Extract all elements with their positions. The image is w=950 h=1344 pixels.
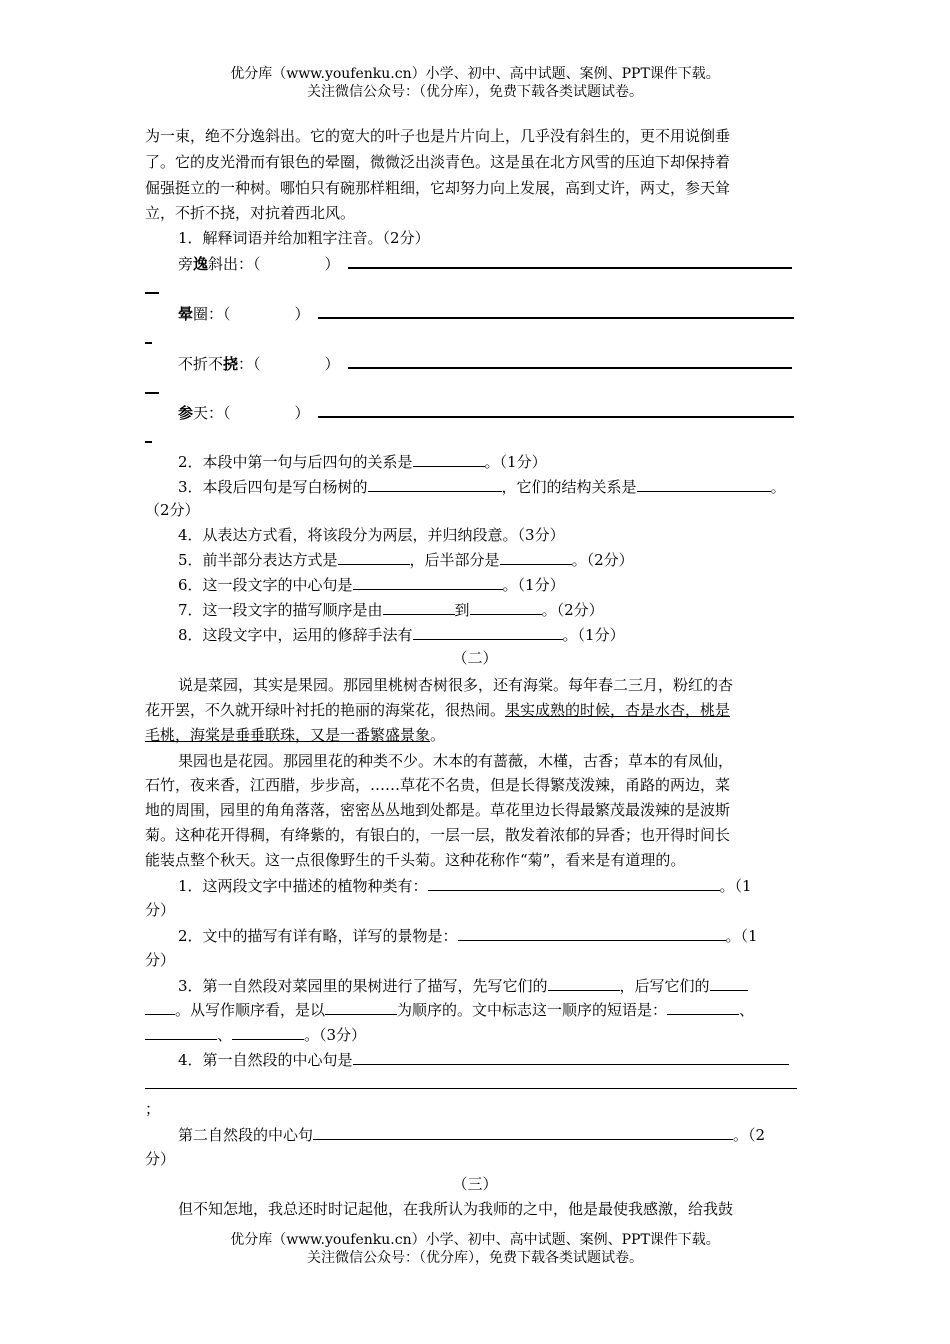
s2-q1-blank[interactable] — [428, 875, 720, 891]
s2-p1-line-2 — [145, 700, 810, 720]
header-line-1: 优分库（www.youfenku.cn）小学、初中、高中试题、案例、PPT课件下载。 — [230, 66, 720, 82]
q1-word-1-bold: 逸 — [193, 255, 209, 273]
s2-p1-line-2-text: 花开罢，不久就开绿叶衬托的艳丽的海棠花，很热闹。 — [145, 701, 506, 719]
s3-p1-line-1: 但不知怎地，我总还时时记起他，在我所认为我师的之中，他是最使我感激，给我鼓 — [178, 1200, 734, 1218]
q7-blank-2[interactable] — [470, 599, 542, 615]
q1-word-3-bold: 挠 — [223, 355, 239, 373]
s2-p1-line-1: 说是菜园，其实是果园。那园里桃树杏树很多，还有海棠。每年春二三月，粉红的杏 — [178, 676, 734, 694]
q3-end: 。 — [770, 478, 786, 496]
q6-blank[interactable] — [353, 574, 503, 590]
s2-q2-score-end: 分） — [145, 951, 176, 969]
s2-q2-text: 2．文中的描写有详有略，详写的景物是： — [178, 927, 458, 945]
s2-p2-line-3: 地的周围，园里的角角落落，密密丛丛地到处都是。草花里边长得最繁茂最泼辣的是波斯 — [145, 801, 731, 819]
q1-word-1-post: 斜出：（ — [208, 255, 261, 273]
s2-p2-line-1: 果园也是花园。那园里花的种类不少。木本的有蔷薇，木槿，古香；草本的有凤仙， — [178, 752, 734, 770]
s2-q2 — [178, 925, 810, 946]
paren-close: ） — [324, 255, 340, 273]
q1-word-4 — [178, 401, 810, 423]
s2-q3 — [178, 975, 810, 996]
q5-blank-2[interactable] — [500, 549, 572, 565]
s2-q3-text-3: 。从写作顺序看，是以 — [175, 1001, 326, 1019]
q7-text: 7．这一段文字的描写顺序是由 — [178, 601, 383, 619]
s2-q4-answer-line[interactable] — [145, 1088, 797, 1089]
s2-q3-text-4: 为顺序的。文中标志这一顺序的短语是： — [397, 1001, 668, 1019]
q8-score: 。（1分） — [562, 626, 625, 644]
q3-blank-1[interactable] — [368, 476, 502, 492]
q1-word-1-pre: 旁 — [178, 255, 194, 273]
q1-word-2-bold: 晕 — [178, 305, 194, 323]
q7-blank-1[interactable] — [383, 599, 455, 615]
q1-word-3-pre: 不折不 — [178, 355, 224, 373]
s2-q3-line-2 — [145, 999, 810, 1020]
q7 — [178, 599, 810, 620]
q2-blank[interactable] — [413, 451, 485, 467]
footer-line-2: 关注微信公众号：（优分库），免费下载各类试题试卷。 — [307, 1250, 643, 1266]
s2-q3-text: 3．第一自然段对菜园里的果树进行了描写，先写它们的 — [178, 977, 548, 995]
q2 — [178, 451, 810, 472]
q1-word-3 — [178, 352, 810, 374]
s2-q4-text-2: 第二自然段的中心句 — [178, 1126, 314, 1144]
s2-q4-blank-2[interactable] — [313, 1124, 733, 1140]
q6 — [178, 574, 810, 595]
passage1-line-4: 立，不折不挠，对抗着西北风。 — [145, 204, 356, 222]
s2-q3-blank-5[interactable] — [145, 1024, 217, 1040]
q5-blank-1[interactable] — [338, 549, 410, 565]
s2-q3-blank-4[interactable] — [667, 999, 739, 1015]
q7-score: 。（2分） — [541, 601, 604, 619]
s2-q3-sep: 、 — [739, 1001, 755, 1019]
q3-blank-2[interactable] — [637, 476, 771, 492]
s2-q1-score: 。（1 — [719, 877, 752, 895]
paren-close: ） — [324, 355, 340, 373]
s2-q3-text-2: ，后写它们的 — [619, 977, 710, 995]
s2-q2-score: 。（1 — [725, 927, 758, 945]
q1-word-2-post: 圈：（ — [193, 305, 231, 323]
line-wrap-dash — [145, 392, 159, 394]
s2-q4-semicolon: ； — [145, 1100, 161, 1118]
q1-answer-line-1[interactable] — [348, 252, 792, 269]
q1-word-2 — [178, 302, 810, 324]
q3-score: （2分） — [145, 501, 200, 519]
s2-q3-score: 。（3分） — [304, 1026, 367, 1044]
line-wrap-dash — [145, 342, 152, 344]
s2-q4-blank-1[interactable] — [353, 1049, 789, 1065]
q6-score: 。（1分） — [502, 576, 565, 594]
footer-line-1: 优分库（www.youfenku.cn）小学、初中、高中试题、案例、PPT课件下载。 — [230, 1232, 720, 1248]
s2-q3-blank-3[interactable] — [325, 999, 397, 1015]
q5-score: 。（2分） — [571, 551, 634, 569]
s2-q1 — [178, 875, 810, 896]
s2-q1-score-end: 分） — [145, 901, 176, 919]
s2-p2-line-2: 石竹，夜来香，江西腊，步步高，……草花不名贵，但是长得繁茂泼辣，甬路的两边，菜 — [145, 776, 731, 794]
header-line-2: 关注微信公众号：（优分库），免费下载各类试题试卷。 — [307, 84, 643, 100]
q1-answer-line-4[interactable] — [318, 401, 794, 418]
q6-text: 6．这一段文字的中心句是 — [178, 576, 353, 594]
q1-word-4-bold: 参 — [178, 404, 194, 422]
q1-stem: 1．解释词语并给加粗字注音。（2分） — [178, 229, 430, 247]
q3 — [178, 476, 810, 497]
q2-score: 。（1分） — [484, 453, 547, 471]
section-2-title: （二） — [452, 649, 498, 667]
q4: 4．从表达方式看，将该段分为两层，并归纳段意。（3分） — [178, 526, 565, 544]
s2-q3-line-3 — [145, 1024, 810, 1045]
s2-q3-blank-2b[interactable] — [145, 999, 175, 1015]
q7-text-2: 到 — [454, 601, 470, 619]
s2-q3-sep-2: 、 — [217, 1026, 233, 1044]
q3-text-2: ，它们的结构关系是 — [501, 478, 637, 496]
s2-p1-line-3 — [145, 725, 810, 745]
s2-p1-underlined-1: 果实成熟的时候，杏是水杏，桃是 — [505, 701, 731, 719]
s2-q1-text: 1．这两段文字中描述的植物种类有： — [178, 877, 428, 895]
q1-answer-line-3[interactable] — [348, 352, 792, 369]
s2-q2-blank[interactable] — [458, 925, 726, 941]
q5-text-2: ，后半部分是 — [409, 551, 500, 569]
s2-q4-part-2 — [178, 1124, 810, 1145]
paren-close: ） — [294, 305, 310, 323]
s2-p2-line-4: 菊。这种花开得稠，有绛紫的，有银白的，一层一层，散发着浓郁的异香；也开得时间长 — [145, 826, 731, 844]
q3-text: 3．本段后四句是写白杨树的 — [178, 478, 368, 496]
q5 — [178, 549, 810, 570]
passage1-line-3: 倔强挺立的一种树。哪怕只有碗那样粗细，它却努力向上发展，高到丈许，两丈，参天耸 — [145, 179, 731, 197]
s2-p1-end: 。 — [430, 726, 446, 744]
q2-text: 2．本段中第一句与后四句的关系是 — [178, 453, 413, 471]
s2-q4-score: 。（2 — [733, 1126, 766, 1144]
s2-q3-blank-1[interactable] — [548, 975, 620, 991]
s2-q4 — [178, 1049, 810, 1070]
q8-blank[interactable] — [413, 624, 563, 640]
q1-word-4-post: 天：（ — [193, 404, 231, 422]
line-wrap-dash — [145, 441, 152, 443]
q8 — [178, 624, 810, 645]
q1-word-1 — [178, 252, 810, 274]
q5-text: 5．前半部分表达方式是 — [178, 551, 338, 569]
passage1-line-1: 为一束，绝不分逸斜出。它的宽大的叶子也是片片向上，几乎没有斜生的，更不用说倒垂 — [145, 127, 731, 145]
q1-answer-line-2[interactable] — [318, 302, 794, 319]
s2-p2-line-5: 能装点整个秋天。这一点很像野生的千头菊。这种花称作“菊”，看来是有道理的。 — [145, 851, 686, 869]
s2-q3-blank-2a[interactable] — [710, 975, 748, 991]
s2-q4-text: 4．第一自然段的中心句是 — [178, 1051, 353, 1069]
paren-close: ） — [294, 404, 310, 422]
q1-word-3-post: ：（ — [238, 355, 261, 373]
s2-p1-underlined-2: 毛桃，海棠是垂垂联珠，又是一番繁盛景象 — [145, 726, 431, 744]
line-wrap-dash — [145, 292, 159, 294]
passage1-line-2: 了。它的皮光滑而有银色的晕圈，微微泛出淡青色。这是虽在北方风雪的压迫下却保持着 — [145, 153, 731, 171]
s2-q3-blank-6[interactable] — [232, 1024, 304, 1040]
s2-q4-score-end: 分） — [145, 1150, 176, 1168]
q8-text: 8．这段文字中，运用的修辞手法有 — [178, 626, 413, 644]
section-3-title: （三） — [452, 1175, 498, 1193]
